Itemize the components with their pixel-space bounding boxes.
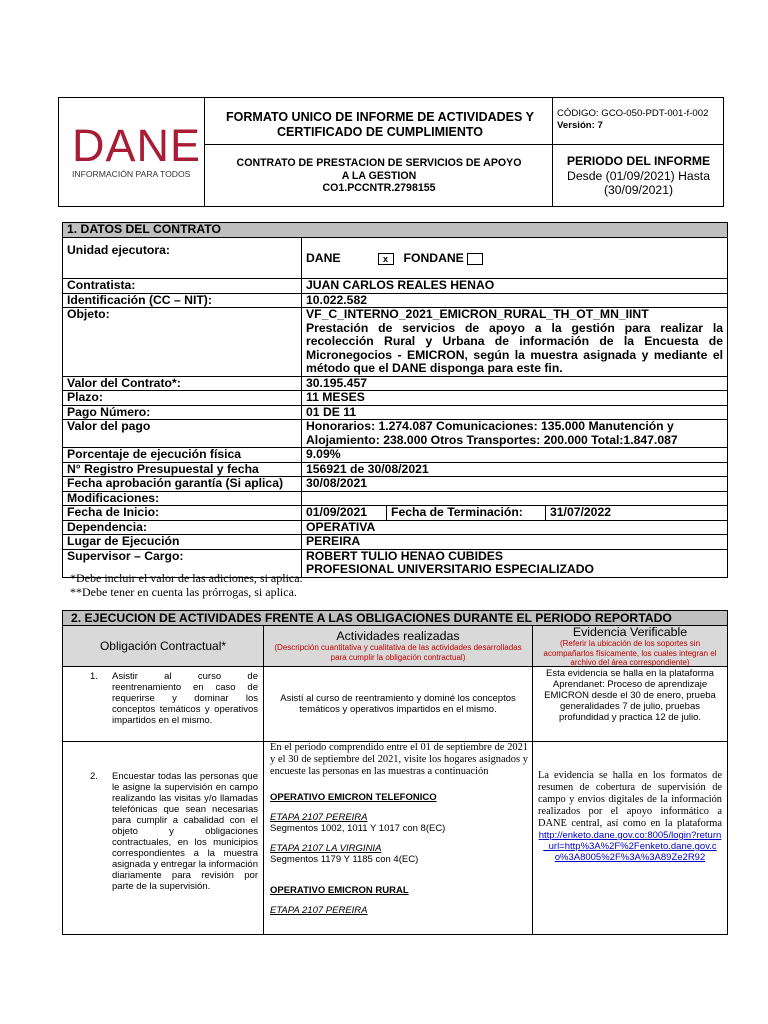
col-evidencia-sub: (Referir la ubicación de los soportes sin acompañarlos físicamente, los cuales integran el archivo del área correspondiente) <box>543 639 717 667</box>
dependencia-label: Dependencia: <box>63 520 302 535</box>
form-version: Versión: 7 <box>557 120 603 131</box>
col-evidencia-header <box>532 625 728 667</box>
section1-title: 1. DATOS DEL CONTRATO <box>63 223 728 238</box>
section2-title: 2. EJECUCION DE ACTIVIDADES FRENTE A LAS OBLIGACIONES DURANTE EL PERIODO REPORTADO <box>62 610 728 626</box>
logo-text: DANE <box>72 120 202 171</box>
form-code <box>557 108 725 132</box>
row2-number: 2. <box>90 771 98 782</box>
lugar-value: PEREIRA <box>302 535 728 550</box>
contract-data-table <box>62 222 728 578</box>
ident-label: Identificación (CC – NIT): <box>63 293 302 308</box>
row2-evidencia-text: La evidencia se halla en los formatos de resumen de cobertura de supervisión de campo y envios digitales de la información realizados por el apoyo informático a DANE central, así como en la plataforma <box>538 770 722 829</box>
objeto-text: Prestación de servicios de apoyo a la gestión para realizar la recolección Rural y Urbana de información de la Encuesta de Micronegocios - EMICRON, según la muestra asignada y mediante el método que el DANE disponga para este fin. <box>306 320 723 375</box>
inicio-value: 01/09/2021 <box>302 506 387 521</box>
col-actividades-header <box>263 625 533 667</box>
contract-line2: A LA GESTION <box>341 169 417 182</box>
row2-op-telefonico: OPERATIVO EMICRON TELEFONICO <box>270 792 437 803</box>
fondane-option-label: FONDANE <box>403 251 464 265</box>
col-evidencia-label: Evidencia Verificable <box>572 625 688 639</box>
garantia-label: Fecha aprobación garantía (Si aplica) <box>63 477 302 492</box>
contratista-value: JUAN CARLOS REALES HENAO <box>302 279 728 294</box>
contract-line1: CONTRATO DE PRESTACION DE SERVICIOS DE APOYO <box>236 157 522 169</box>
unidad-value <box>302 238 728 279</box>
objeto-value <box>302 308 728 377</box>
plazo-value: 11 MESES <box>302 391 728 406</box>
notes <box>70 572 303 599</box>
note-extensions: **Debe tener en cuenta las prórrogas, si aplica. <box>70 584 297 599</box>
fondane-checkbox[interactable] <box>467 253 483 265</box>
col-actividades-sub: (Descripción cuantitativa y cualitativa de las actividades desarrolladas para cumplir la obligación contractual) <box>274 643 522 662</box>
row1-actividades: Asistí al curso de reentramiento y dominé los conceptos temáticos y operativos impartidos en el mismo. <box>280 693 516 715</box>
contract-id: CO1.PCCNTR.2798155 <box>322 182 436 194</box>
row1-evidencia: Esta evidencia se halla en la plataforma Aprendanet: Proceso de aprendizaje EMICRON desde el 30 de enero, prueba generalidades 7 de julio, pruebas profundidad y practica 12 de julio. <box>544 668 716 723</box>
row2-etapa-pereira: ETAPA 2107 PEREIRA <box>270 812 368 823</box>
period-label: PERIODO DEL INFORME <box>566 154 711 168</box>
contratista-label: Contratista: <box>63 279 302 294</box>
header-divider-h <box>204 144 724 145</box>
terminacion-label: Fecha de Terminación: <box>387 506 546 521</box>
garantia-value: 30/08/2021 <box>302 477 728 492</box>
form-title <box>210 110 550 140</box>
supervisor-value <box>302 549 728 577</box>
supervisor-name: ROBERT TULIO HENAO CUBIDES <box>306 548 504 563</box>
valor-pago-value: Honorarios: 1.274.087 Comunicaciones: 135.000 Manutención y Alojamiento: 238.000 Otros Transportes: 200.000 Total:1.847.087 <box>302 420 728 448</box>
note-additions: *Debe incluir el valor de las adiciones, si aplica. <box>70 571 303 585</box>
dane-logo <box>72 120 202 182</box>
row2-etapa-rural: ETAPA 2107 PEREIRA <box>270 905 368 916</box>
dane-checkbox[interactable]: x <box>378 253 394 265</box>
row1-number: 1. <box>90 671 98 682</box>
row2-op-rural: OPERATIVO EMICRON RURAL <box>270 885 409 896</box>
form-title-line1: FORMATO UNICO DE INFORME DE ACTIVIDADES Y <box>226 110 534 124</box>
modificaciones-value <box>302 491 728 506</box>
inicio-label: Fecha de Inicio: <box>63 506 302 521</box>
registro-label: N° Registro Presupuestal y fecha <box>63 462 302 477</box>
porcentaje-value: 9.09% <box>302 448 728 463</box>
row2-segmentos-virginia: Segmentos 1179 Y 1185 con 4(EC) <box>270 854 419 865</box>
row2-actividades <box>270 742 528 916</box>
row2-etapa-virginia: ETAPA 2107 LA VIRGINIA <box>270 843 382 854</box>
supervisor-role: PROFESIONAL UNIVERSITARIO ESPECIALIZADO <box>306 562 595 576</box>
row2-segmentos-pereira: Segmentos 1002, 1011 Y 1017 con 8(EC) <box>270 823 446 834</box>
form-title-line2: CERTIFICADO DE CUMPLIMIENTO <box>276 125 484 139</box>
dane-option-label: DANE <box>306 251 341 265</box>
form-code-text: CÓDIGO: GCO-050-PDT-001-f-002 <box>557 108 709 119</box>
ident-value: 10.022.582 <box>302 293 728 308</box>
row2-act-intro: En el periodo comprendido entre el 01 de septiembre de 2021 y el 30 de septiembre del 2021, visite los hogares asignados y encueste las personas en las muestras a continuación <box>270 742 528 777</box>
terminacion-value: 31/07/2022 <box>546 506 728 521</box>
pago-value: 01 DE 11 <box>302 405 728 420</box>
row2-evidencia <box>538 770 722 863</box>
lugar-label: Lugar de Ejecución <box>63 535 302 550</box>
objeto-code: VF_C_INTERNO_2021_EMICRON_RURAL_TH_OT_MN_IINT <box>306 307 649 321</box>
valor-value: 30.195.457 <box>302 376 728 391</box>
period-range-line2: (30/09/2021) <box>603 183 674 197</box>
contract-title <box>206 157 552 195</box>
registro-value: 156921 de 30/08/2021 <box>302 462 728 477</box>
porcentaje-label: Porcentaje de ejecución física <box>63 448 302 463</box>
period-range-line1: Desde (01/09/2021) Hasta <box>567 168 710 183</box>
valor-label: Valor del Contrato*: <box>63 376 302 391</box>
unidad-label: Unidad ejecutora: <box>63 238 302 279</box>
report-period <box>553 154 724 198</box>
row1-obligacion: Asistir al curso de reentrenamiento en caso de requerirse y dominar los conceptos temáticos y operativos impartidos en el mismo. <box>112 671 258 726</box>
row2-obligacion: Encuestar todas las personas que le asigne la supervisión en campo realizando las visitas y/o llamadas telefónicas que sean necesarias para cumplir a cabalidad con el objeto y obligaciones contractuales, en los municipios correspondientes a la muestra asignada y entregar la información diariamente para revisión por parte de la supervisión. <box>112 771 258 892</box>
dependencia-value: OPERATIVA <box>302 520 728 535</box>
plazo-label: Plazo: <box>63 391 302 406</box>
logo-subtitle: INFORMACIÓN PARA TODOS <box>72 169 191 179</box>
col-obligacion-header <box>62 625 264 667</box>
col-obligacion-label: Obligación Contractual* <box>99 639 227 653</box>
header-divider-v1 <box>204 97 205 207</box>
supervisor-label: Supervisor – Cargo: <box>63 549 302 577</box>
col-actividades-label: Actividades realizadas <box>336 629 460 643</box>
objeto-label: Objeto: <box>63 308 302 377</box>
pago-label: Pago Número: <box>63 405 302 420</box>
modificaciones-label: Modificaciones: <box>63 491 302 506</box>
enketo-link[interactable]: http://enketo.dane.gov.co:8005/login?return_url=http%3A%2F%2Fenketo.dane.gov.co%3A8005%2F%3A%3A89Ze2R92 <box>538 830 722 863</box>
valor-pago-label: Valor del pago <box>63 420 302 448</box>
